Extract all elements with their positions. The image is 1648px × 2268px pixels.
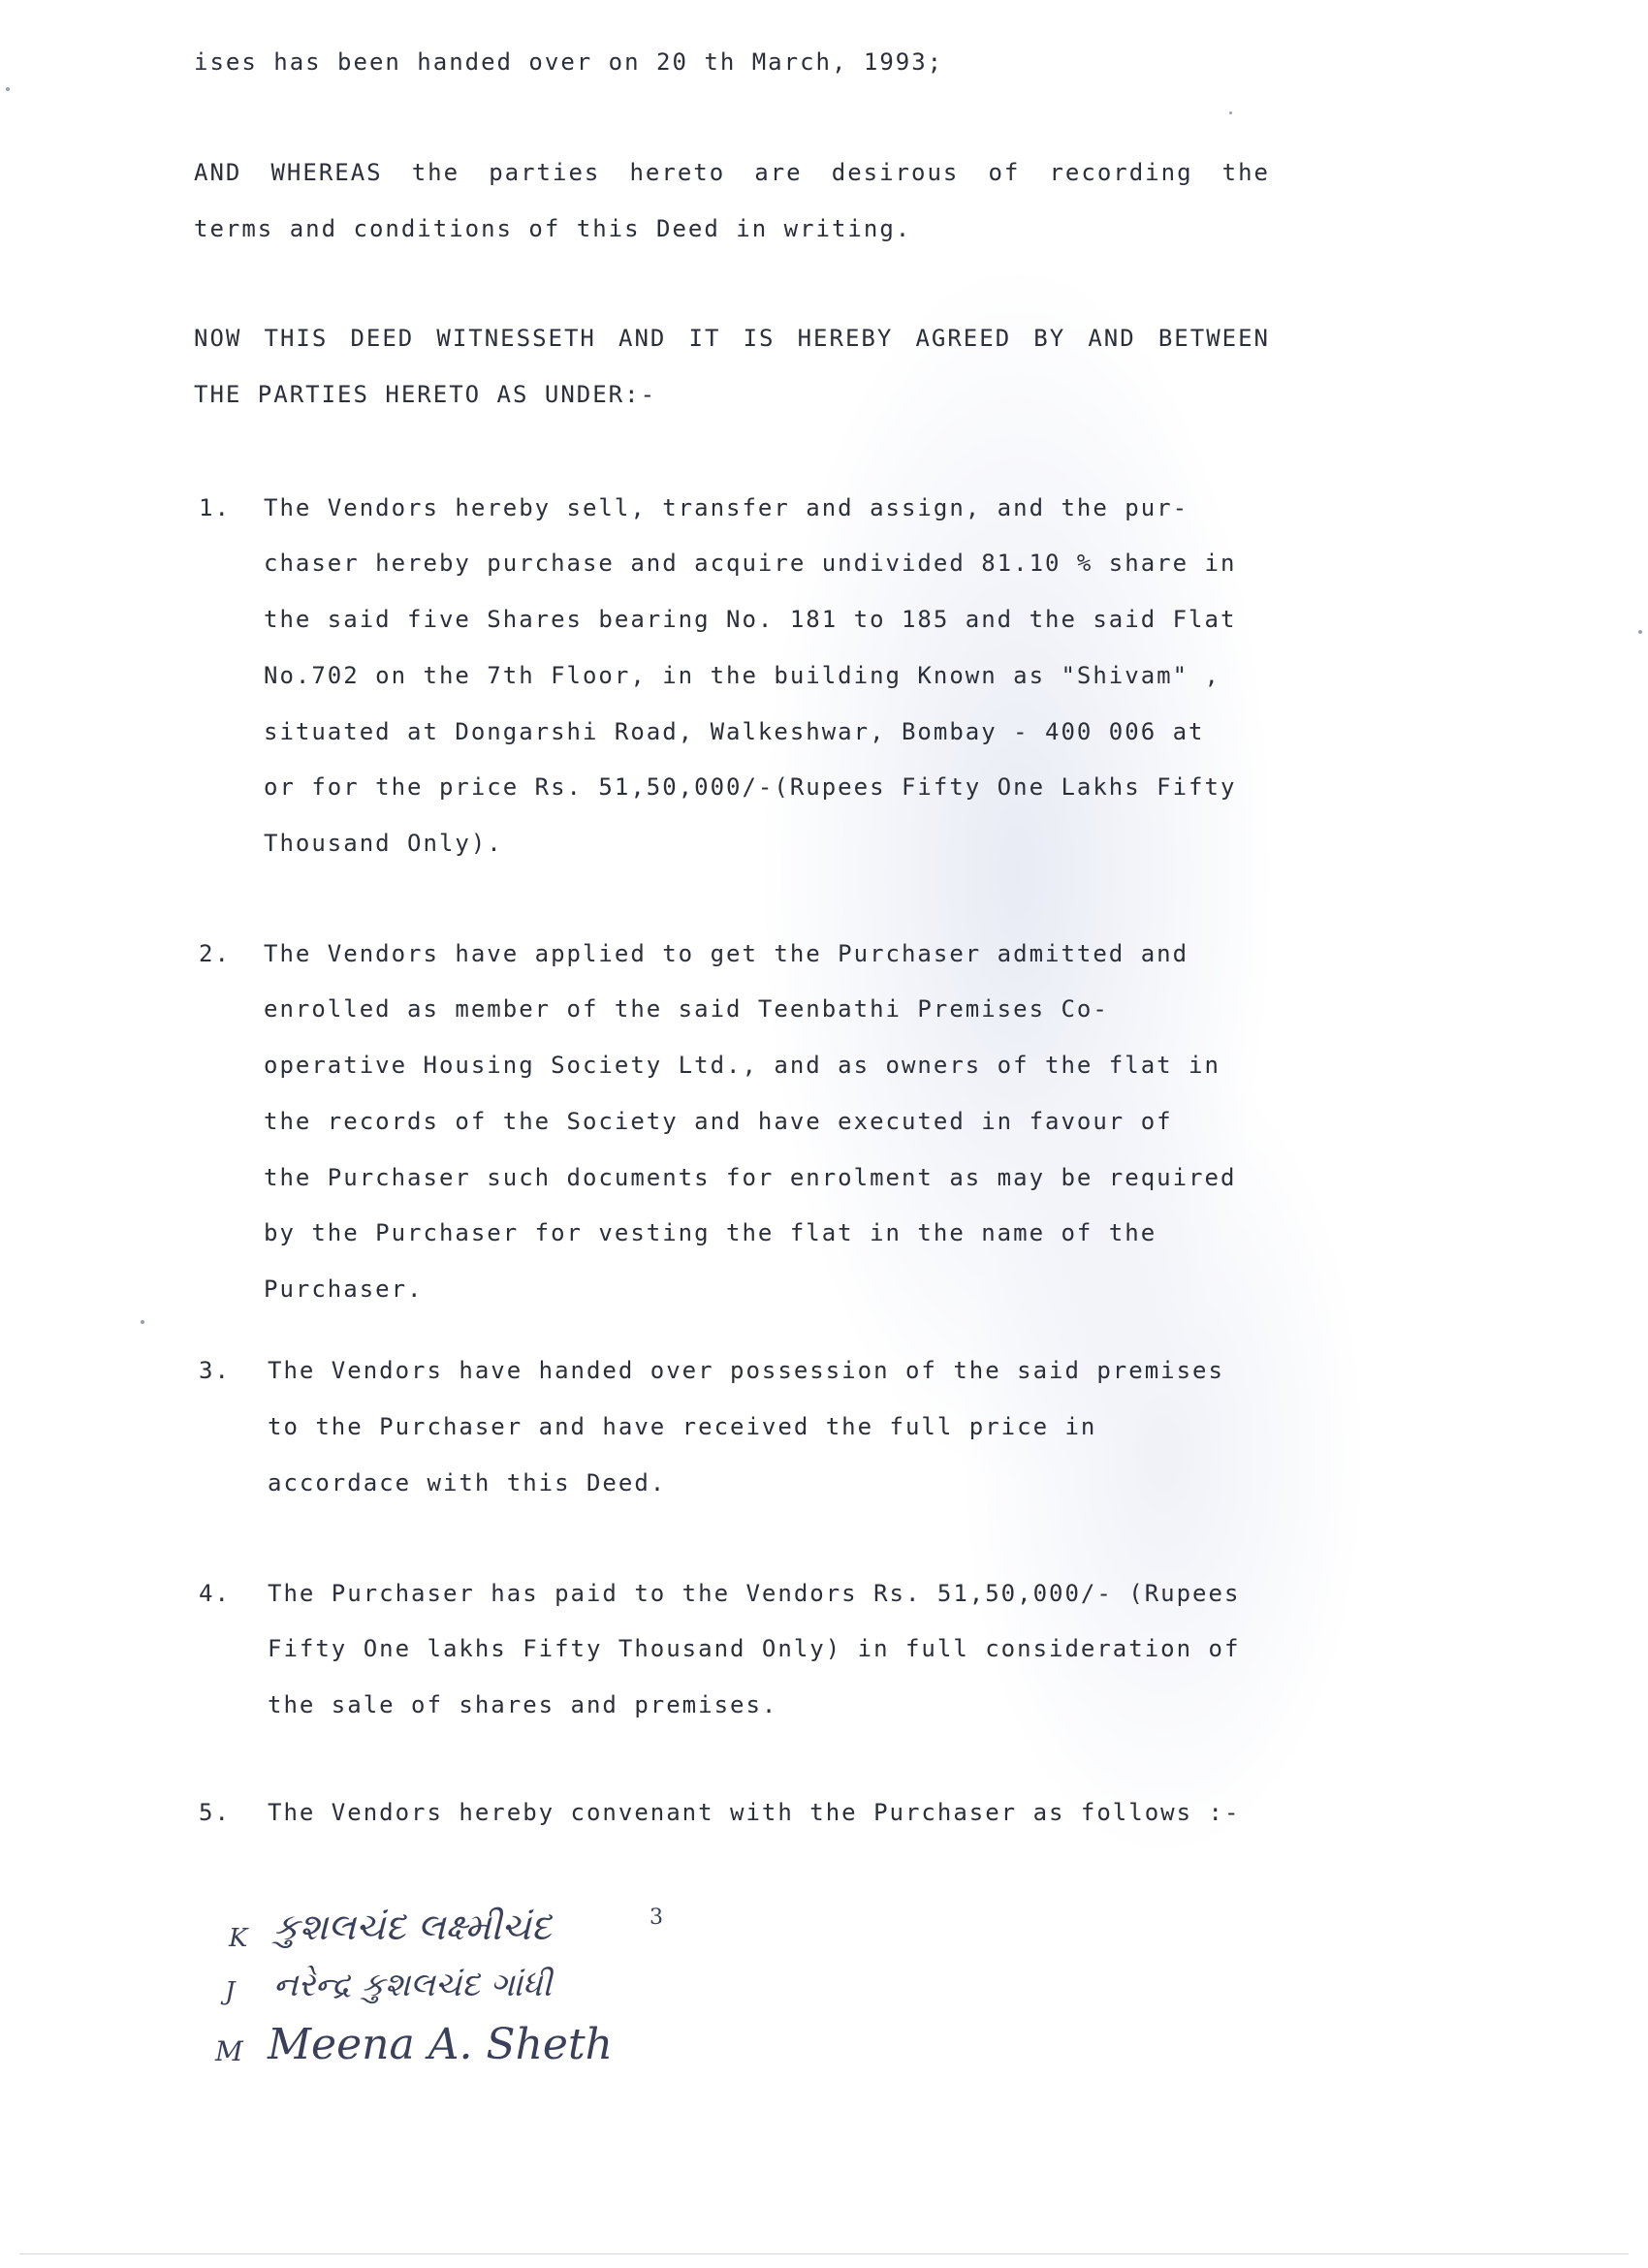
clause-1-line-6: or for the price Rs. 51,50,000/-(Rupees Fifty One Lakhs Fifty	[264, 773, 1237, 801]
witnesseth-word: AND	[618, 325, 667, 352]
clause-4-line-1: The Purchaser has paid to the Vendors Rs. 51,50,000/- (Rupees	[268, 1580, 1241, 1607]
whereas-word: AND	[194, 159, 242, 186]
signature-3: Meena A. Sheth	[268, 2020, 613, 2069]
whereas-line-1	[194, 159, 1270, 186]
clause-4-line-3: the sale of shares and premises.	[268, 1691, 778, 1718]
clause-1-line-4: No.702 on the 7th Floor, in the building Known as "Shivam" ,	[264, 662, 1220, 689]
whereas-word: the	[411, 159, 460, 186]
witnesseth-word: WITNESSETH	[436, 325, 596, 352]
clause-1-line-2: chaser hereby purchase and acquire undivided 81.10 % share in	[264, 550, 1237, 577]
witnesseth-word: AND	[1088, 325, 1136, 352]
witnesseth-line-1	[194, 325, 1270, 352]
whereas-word: are	[754, 159, 803, 186]
clause-2-line-3: operative Housing Society Ltd., and as owners of the flat in	[264, 1052, 1220, 1079]
clause-2-line-5: the Purchaser such documents for enrolment as may be required	[264, 1164, 1237, 1191]
clause-1-number: 1.	[199, 494, 231, 521]
whereas-word: the	[1221, 159, 1270, 186]
witnesseth-line-2: THE PARTIES HERETO AS UNDER:-	[194, 381, 657, 408]
clause-1-line-3: the said five Shares bearing No. 181 to 185 and the said Flat	[264, 606, 1237, 633]
signature-initial-j: J	[225, 1977, 236, 2006]
clause-5-line-1: The Vendors hereby convenant with the Purchaser as follows :-	[268, 1799, 1241, 1826]
witnesseth-word: IS	[743, 325, 776, 352]
witnesseth-word: AGREED	[915, 325, 1012, 352]
scan-speck	[1638, 630, 1642, 634]
clause-1-line-7: Thousand Only).	[264, 830, 503, 857]
clause-5-number: 5.	[199, 1799, 231, 1826]
page-number: 3	[650, 1906, 663, 1930]
witnesseth-word: THIS	[264, 325, 329, 352]
witnesseth-word: IT	[688, 325, 721, 352]
clause-3-line-1: The Vendors have handed over possession of the said premises	[268, 1357, 1224, 1384]
clause-3-line-3: accordace with this Deed.	[268, 1469, 667, 1496]
opening-line: ises has been handed over on 20 th March, 1993;	[194, 48, 944, 76]
clause-2-number: 2.	[199, 940, 231, 967]
witnesseth-word: DEED	[350, 325, 415, 352]
witnesseth-word: BETWEEN	[1157, 325, 1270, 352]
whereas-word: desirous	[831, 159, 960, 186]
scan-speck	[6, 87, 10, 91]
clause-1-line-5: situated at Dongarshi Road, Walkeshwar, Bombay - 400 006 at	[264, 718, 1205, 745]
whereas-word: WHEREAS	[270, 159, 383, 186]
witnesseth-word: BY	[1033, 325, 1066, 352]
signature-initial-k: K	[229, 1924, 248, 1953]
whereas-word: recording	[1049, 159, 1193, 186]
clause-4-line-2: Fifty One lakhs Fifty Thousand Only) in full consideration of	[268, 1635, 1241, 1662]
clause-2-line-7: Purchaser.	[264, 1276, 424, 1303]
scan-speck	[1229, 111, 1232, 114]
clause-2-line-2: enrolled as member of the said Teenbathi Premises Co-	[264, 995, 1109, 1023]
whereas-line-2: terms and conditions of this Deed in writing.	[194, 215, 912, 242]
whereas-word: hereto	[629, 159, 726, 186]
clause-2-line-4: the records of the Society and have executed in favour of	[264, 1108, 1173, 1135]
signature-initial-m: M	[215, 2035, 243, 2067]
clause-3-number: 3.	[199, 1357, 231, 1384]
signature-2: નરેન્દ્ર કુશલચંદ ગાંધી	[273, 1966, 553, 2004]
signature-1: કુશલચંદ લક્ષ્મીચંદ	[273, 1906, 552, 1948]
whereas-word: of	[988, 159, 1021, 186]
scan-edge-line	[19, 2253, 1629, 2254]
clause-2-line-1: The Vendors have applied to get the Purchaser admitted and	[264, 940, 1189, 967]
clause-2-line-6: by the Purchaser for vesting the flat in the name of the	[264, 1219, 1157, 1246]
witnesseth-word: NOW	[194, 325, 242, 352]
witnesseth-word: HEREBY	[797, 325, 894, 352]
clause-3-line-2: to the Purchaser and have received the full price in	[268, 1413, 1097, 1440]
clause-1-line-1: The Vendors hereby sell, transfer and assign, and the pur-	[264, 494, 1189, 521]
scan-speck	[141, 1320, 144, 1324]
clause-4-number: 4.	[199, 1580, 231, 1607]
whereas-word: parties	[489, 159, 601, 186]
